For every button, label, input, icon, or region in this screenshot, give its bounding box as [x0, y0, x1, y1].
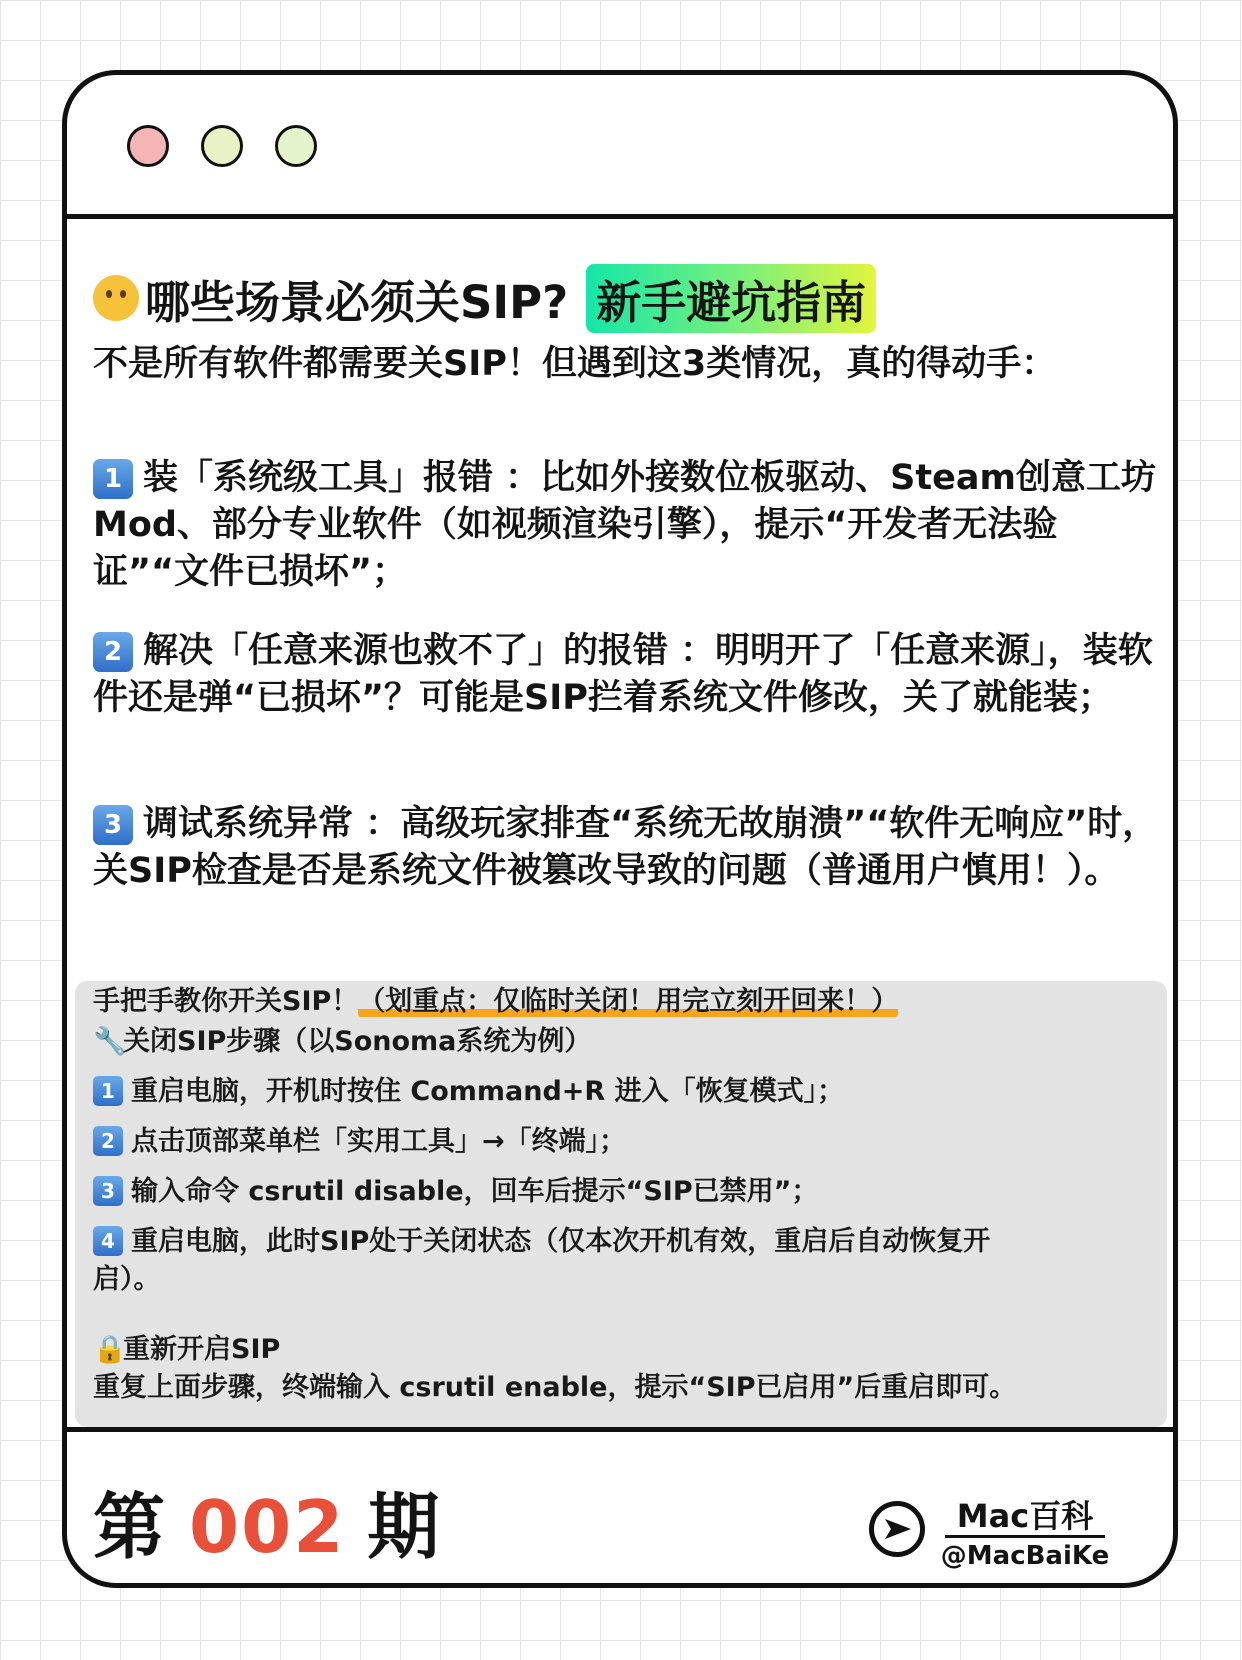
- lock-icon: 🔒: [93, 1334, 127, 1365]
- section-heading: [93, 263, 876, 333]
- number-3-icon: 3: [93, 1176, 123, 1206]
- step-text: 点击顶部菜单栏「实用工具」→「终端」；: [131, 1126, 627, 1157]
- issue-number: 002: [189, 1485, 346, 1569]
- close-steps-title: [93, 1023, 591, 1061]
- step-text: 重启电脑，开机时按住 Command+R 进入「恢复模式」；: [131, 1076, 845, 1107]
- close-title-text: 关闭SIP步骤（以Sonoma系统为例）: [123, 1026, 592, 1057]
- guide-title-line: [93, 983, 898, 1021]
- close-dot: [127, 125, 169, 167]
- list-item: [93, 628, 1163, 722]
- guide-box: [75, 981, 1167, 1427]
- guide-warning: （划重点：仅临时关闭！用完立刻开回来！）: [358, 986, 899, 1017]
- reopen-text: 重复上面步骤，终端输入 csrutil enable，提示“SIP已启用”后重启即可。: [93, 1372, 1017, 1403]
- number-4-icon: 4: [93, 1226, 123, 1256]
- step-item: [93, 1123, 626, 1161]
- number-2-icon: 2: [93, 1126, 123, 1156]
- number-1-icon: 1: [93, 459, 133, 499]
- brand-handle: @MacBaiKe: [940, 1541, 1110, 1571]
- minimize-dot: [201, 125, 243, 167]
- issue-suffix: 期: [367, 1485, 442, 1569]
- brand-divider: [945, 1535, 1105, 1538]
- issue-prefix: 第: [93, 1485, 168, 1569]
- step-text: 输入命令 csrutil disable，回车后提示“SIP已禁用”；: [131, 1176, 819, 1207]
- list-item: [93, 801, 1163, 895]
- reopen-title: [93, 1331, 280, 1369]
- intro-paragraph: 不是所有软件都需要关SIP！但遇到这3类情况，真的得动手：: [93, 344, 1057, 384]
- number-1-icon: 1: [93, 1076, 123, 1106]
- post-card: [62, 70, 1178, 1588]
- brand-name: Mac百科: [956, 1497, 1094, 1535]
- reopen-title-text: 重新开启SIP: [123, 1334, 281, 1365]
- number-2-icon: 2: [93, 632, 133, 672]
- play-arrow-icon: [869, 1501, 925, 1557]
- heading-title: 哪些场景必须关SIP?: [145, 275, 569, 329]
- thinking-face-icon: [93, 275, 139, 321]
- step-item: [93, 1173, 818, 1211]
- heading-highlight: 新手避坑指南: [586, 264, 876, 333]
- step-text: 重启电脑，此时SIP处于关闭状态（仅本次开机有效，重启后自动恢复开启）。: [93, 1226, 991, 1295]
- list-item: [93, 455, 1163, 596]
- step-item: [93, 1073, 844, 1111]
- item-text: 解决「任意来源也救不了」的报错 ：明明开了「任意来源」，装软件还是弹“已损坏”？可能是SIP拦着系统文件修改，关了就能装；: [93, 631, 1153, 718]
- step-item: [93, 1223, 1053, 1299]
- wrench-icon: 🔧: [93, 1026, 127, 1057]
- guide-title: 手把手教你开关SIP！: [93, 986, 359, 1017]
- item-text: 装「系统级工具」报错 ：比如外接数位板驱动、Steam创意工坊Mod、部分专业软件（如视频渲染引擎），提示“开发者无法验证”“文件已损坏”；: [93, 458, 1156, 592]
- zoom-dot: [275, 125, 317, 167]
- number-3-icon: 3: [93, 805, 133, 845]
- item-text: 调试系统异常 ：高级玩家排查“系统无故崩溃”“软件无响应”时，关SIP检查是否是系统文件被篡改导致的问题（普通用户慎用！）。: [93, 804, 1158, 891]
- issue-label: [93, 1487, 441, 1567]
- window-titlebar: [67, 75, 1173, 219]
